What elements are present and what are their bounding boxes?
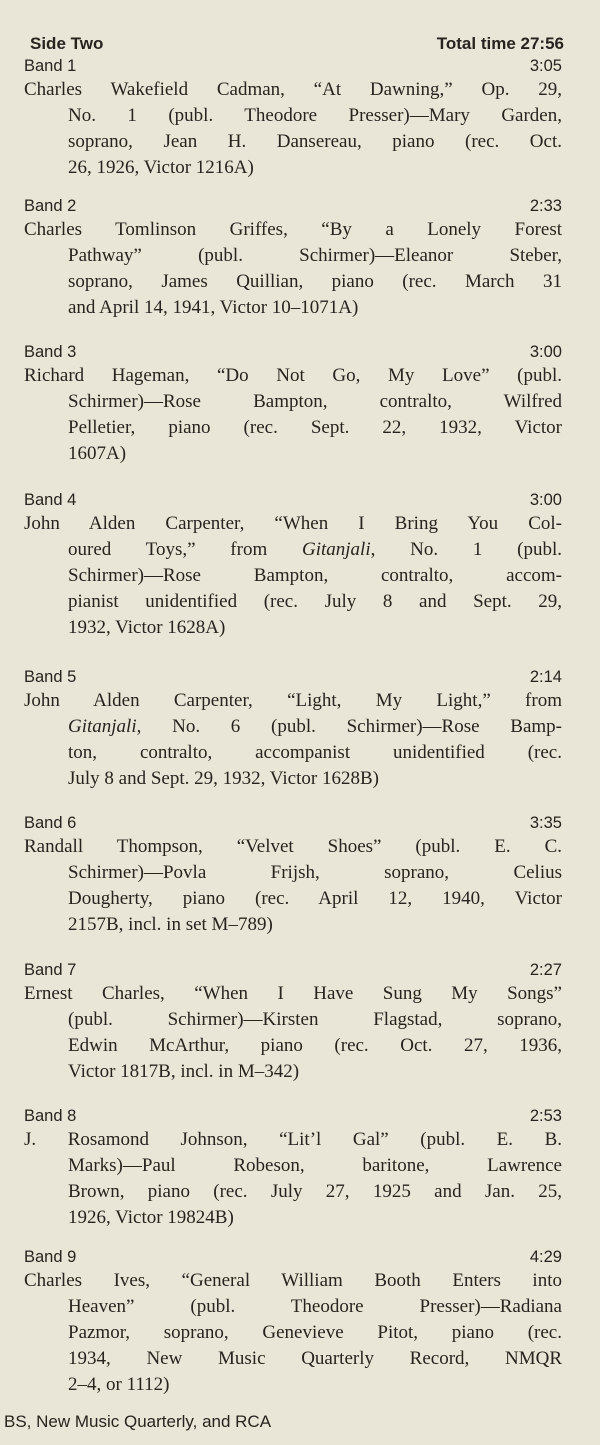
- band-time: 3:00: [529, 491, 562, 509]
- band-description: [0, 77, 562, 181]
- band-description: [0, 217, 562, 321]
- text-line: 1926, Victor 19824B): [68, 1207, 234, 1228]
- text-line: Ernest Charles, “When I Have Sung My Songs”: [24, 983, 562, 1004]
- band-time: 3:00: [529, 343, 562, 361]
- band-label: Band 4: [24, 491, 77, 509]
- text-line: Marks)—Paul Robeson, baritone, Lawrence: [68, 1155, 562, 1176]
- band-label: Band 2: [24, 197, 77, 215]
- band-label: Band 8: [24, 1107, 77, 1125]
- band-description: [0, 688, 562, 792]
- band-description: [0, 981, 562, 1085]
- band-time: 4:29: [529, 1248, 562, 1266]
- total-time: Total time 27:56: [436, 34, 564, 53]
- text-line: Charles Tomlinson Griffes, “By a Lonely Forest: [24, 219, 562, 240]
- band-label: Band 1: [24, 57, 77, 75]
- text-line: 2–4, or 1112): [68, 1374, 170, 1395]
- text-line: Schirmer)—Rose Bampton, contralto, Wilfred: [68, 391, 562, 412]
- text-line: and April 14, 1941, Victor 10–1071A): [68, 297, 359, 318]
- text-line: Richard Hageman, “Do Not Go, My Love” (publ.: [24, 365, 562, 386]
- text-line: 2157B, incl. in set M–789): [68, 914, 273, 935]
- text-line: Heaven” (publ. Theodore Presser)—Radiana: [68, 1296, 562, 1317]
- text-line: Schirmer)—Povla Frijsh, soprano, Celius: [68, 862, 562, 883]
- text-line: ton, contralto, accompanist unidentified (rec.: [68, 742, 562, 763]
- text-line: pianist unidentified (rec. July 8 and Sept. 29,: [68, 591, 562, 612]
- text-line: July 8 and Sept. 29, 1932, Victor 1628B): [68, 768, 379, 789]
- band-time: 3:05: [529, 57, 562, 75]
- band-label: Band 6: [24, 814, 77, 832]
- text-line: Victor 1817B, incl. in M–342): [68, 1061, 300, 1082]
- text-line: oured Toys,” from Gitanjali, No. 1 (publ.: [68, 539, 562, 560]
- text-line: soprano, James Quillian, piano (rec. March 31: [68, 271, 562, 292]
- text-line: J. Rosamond Johnson, “Lit’l Gal” (publ. E. B.: [24, 1129, 562, 1150]
- band-description: [0, 363, 562, 467]
- text-line: Pazmor, soprano, Genevieve Pitot, piano (rec.: [68, 1322, 562, 1343]
- text-line: No. 1 (publ. Theodore Presser)—Mary Garden,: [68, 105, 562, 126]
- band-time: 2:53: [529, 1107, 562, 1125]
- text-line: soprano, Jean H. Dansereau, piano (rec. Oct.: [68, 131, 562, 152]
- text-line: Gitanjali, No. 6 (publ. Schirmer)—Rose Bamp-: [68, 716, 562, 737]
- text-line: Pathway” (publ. Schirmer)—Eleanor Steber,: [68, 245, 562, 266]
- band-description: [0, 1268, 562, 1398]
- band-label: Band 7: [24, 961, 77, 979]
- text-line: 26, 1926, Victor 1216A): [68, 157, 254, 178]
- text-line: Dougherty, piano (rec. April 12, 1940, Victor: [68, 888, 562, 909]
- band-time: 2:14: [529, 668, 562, 686]
- text-line: Charles Wakefield Cadman, “At Dawning,” Op. 29,: [24, 79, 562, 100]
- text-line: Charles Ives, “General William Booth Enters into: [24, 1270, 562, 1291]
- side-header: [30, 34, 564, 58]
- band-label: Band 3: [24, 343, 77, 361]
- band-time: 2:27: [529, 961, 562, 979]
- footer-credits: BS, New Music Quarterly, and RCA: [4, 1412, 272, 1431]
- text-line: 1934, New Music Quarterly Record, NMQR: [68, 1348, 562, 1369]
- text-line: Pelletier, piano (rec. Sept. 22, 1932, Victor: [68, 417, 562, 438]
- band-description: [0, 511, 562, 641]
- band-time: 3:35: [529, 814, 562, 832]
- text-line: 1607A): [68, 443, 127, 464]
- band-description: [0, 834, 562, 938]
- band-description: [0, 1127, 562, 1231]
- band-label: Band 9: [24, 1248, 77, 1266]
- text-line: John Alden Carpenter, “Light, My Light,” from: [24, 690, 562, 711]
- band-time: 2:33: [529, 197, 562, 215]
- text-line: 1932, Victor 1628A): [68, 617, 226, 638]
- band-label: Band 5: [24, 668, 77, 686]
- text-line: Randall Thompson, “Velvet Shoes” (publ. E. C.: [24, 836, 562, 857]
- text-line: Brown, piano (rec. July 27, 1925 and Jan. 25,: [68, 1181, 562, 1202]
- text-line: Schirmer)—Rose Bampton, contralto, accom-: [68, 565, 562, 586]
- text-line: Edwin McArthur, piano (rec. Oct. 27, 1936,: [68, 1035, 562, 1056]
- text-line: (publ. Schirmer)—Kirsten Flagstad, soprano,: [68, 1009, 562, 1030]
- side-title: Side Two: [30, 34, 104, 53]
- text-line: John Alden Carpenter, “When I Bring You Col-: [24, 513, 562, 534]
